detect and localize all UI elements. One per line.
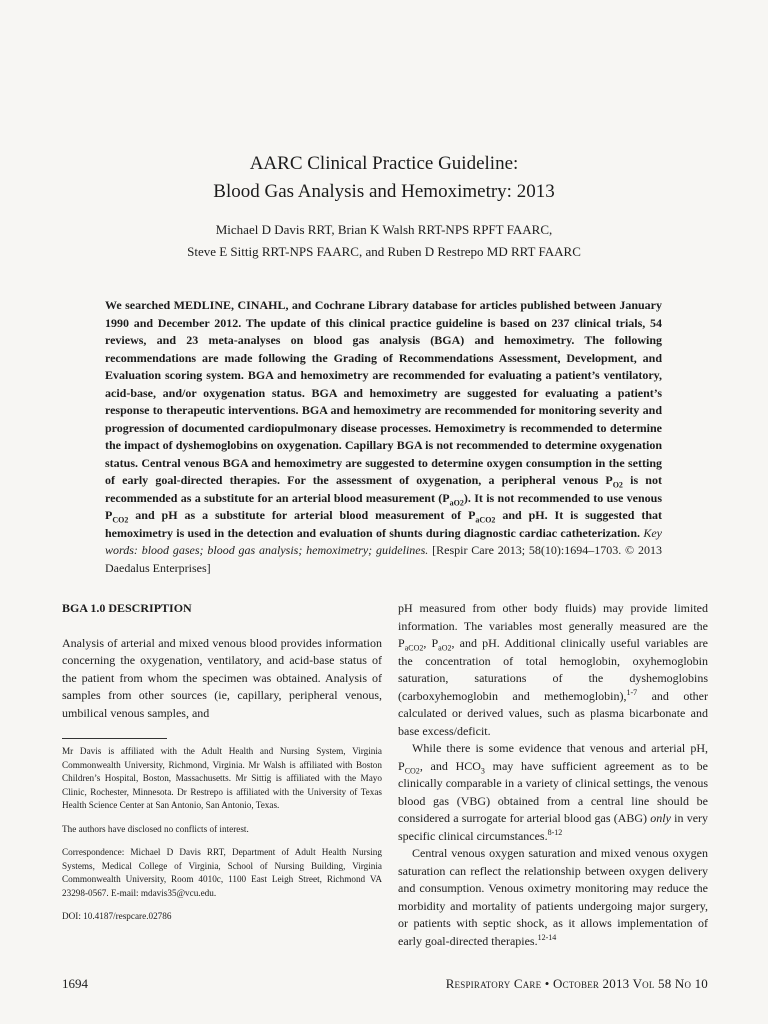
footnote-divider [62,738,167,739]
abstract-keywords: Key words: blood gases; blood gas analysis; hemoximetry; guidelines. [105,525,663,557]
title-line-2: Blood Gas Analysis and Hemoximetry: 2013 [213,181,555,202]
rp2-emphasis: only [650,811,671,825]
rp2-citation: 8-12 [547,827,563,837]
rp1-text-d: and other calculated or derived values, such as plasma bicarbonate and base excess/deficit. [398,688,708,738]
footnote-conflicts: The authors have disclosed no conflicts of interest. [62,823,249,834]
abstract-text-1: We searched MEDLINE, CINAHL, and Cochrane Library database for articles published between January 1990 and December 2012. The update of this clinical practice guideline is based on 237 clinical trials, 54 reviews, and 23 meta-analyses on blood gas analysis (BGA) and hemoximetry. The following recommendations are made following the Grading of Recommendations Assessment, Development, and Evaluation scoring system. BGA and hemoximetry are recommended for evaluating a patient’s ventilatory, acid-base, and/or oxygenation status. BGA and hemoximetry are suggested for evaluating a patient’s response to therapeutic interventions. BGA and hemoximetry are recommended for monitoring severity and progression of documented cardiopulmonary disease processes. Hemoximetry is recommended to determine the impact of dyshemoglobins on oxygenation. Capillary BGA is not recommended to determine oxygenation status. Central venous BGA and hemoximetry are suggested to determine oxygen consumption in the setting of early goal-directed therapies. For the assessment of oxygenation, a peripheral venous P [105,298,662,487]
abstract-citation: [Respir Care 2013; 58(10):1694–1703. © 2013 Daedalus Enterprises] [105,543,662,575]
rp2-text-c: may have sufficient agreement as to be clinically comparable in a variety of clinical settings, the venous blood gas (VBG) obtained from a central line should be considered a surrogate for arterial blood gas (ABG) [398,758,708,825]
section-body: Analysis of arterial and mixed venous blood provides information concerning the oxygenation, ventilatory, and acid-base status of the patient from whom the specimen was obtained. Analysis of samples from other sources (ie, capillary, peripheral venous, umbilical venous samples, and [62,635,382,720]
rp1-text-a: pH measured from other body fluids) may provide limited information. The variables most generally measured are the P [398,601,708,650]
section-heading: BGA 1.0 DESCRIPTION [62,601,192,615]
journal-running-head: Respiratory Care • October 2013 Vol 58 No 10 [445,976,708,991]
author-list [0,219,768,263]
authors-line-2: Steve E Sittig RRT-NPS FAARC, and Ruben D Restrepo MD RRT FAARC [187,244,581,259]
left-column [62,600,382,722]
footnotes [62,745,382,934]
right-paragraph-3 [398,845,708,950]
rp1-sub-2: aO2 [438,643,452,653]
authors-line-1: Michael D Davis RRT, Brian K Walsh RRT-NPS RPFT FAARC, [215,222,553,237]
rp2-text-d: in very specific clinical circumstances. [398,811,709,843]
rp1-text-c: , and pH. Additional clinically useful variables are the concentration of total hemoglobin, oxyhemoglobin saturation, saturations of the dyshemoglobins (carboxyhemoglobin and methemoglobin), [398,636,708,703]
abstract-text-5: and pH. It is suggested that hemoximetry is used in the detection and evaluation of shunts during diagnostic cardiac catheterization. [105,508,663,540]
rp3-citation: 12-14 [537,932,557,942]
right-paragraph-1 [398,600,708,740]
abstract-text-3: ). It is not recommended to use venous P [105,490,662,522]
right-column [398,600,708,950]
footnote-affiliation: Mr Davis is affiliated with the Adult Health and Nursing System, Virginia Commonwealth University, Richmond, Virginia. Mr Walsh is affiliated with Boston Children’s Hospital, Boston, Massachusetts. Mr Sittig is affiliated with the Mayo Clinic, Rochester, Minnesota. Dr Restrepo is affiliated with the University of Texas Health Science Center at San Antonio, San Antonio, Texas. [62,746,382,810]
rp2-text-a: While there is some evidence that venous and arterial pH, P [398,741,708,773]
page-number: 1694 [62,976,88,991]
article-title [0,150,768,206]
abstract-sub-1: O2 [612,480,623,490]
rp1-citation: 1-7 [626,687,638,697]
title-line-1: AARC Clinical Practice Guideline: [249,153,519,174]
abstract-text-4: and pH as a substitute for arterial blood measurement of P [128,508,476,522]
footnote-doi: DOI: 10.4187/respcare.02786 [62,911,172,921]
rp2-sub-2: 3 [480,765,485,775]
abstract-sub-3: CO2 [112,515,129,525]
abstract-sub-2: aO2 [449,497,464,507]
abstract [105,297,662,577]
rp3-text-a: Central venous oxygen saturation and mixed venous oxygen saturation can reflect the relationship between oxygen delivery and consumption. Venous oximetry monitoring may reduce the morbidity and mortality of patients undergoing major surgery, or patients with septic shock, as it allows implementation of early goal-directed therapies. [398,846,708,948]
rp2-text-b: , and HCO [419,758,481,773]
abstract-text-2: is not recommended as a substitute for an arterial blood measurement (P [105,473,662,505]
footnote-correspondence: Correspondence: Michael D Davis RRT, Department of Adult Health Nursing Systems, Medical College of Virginia, School of Nursing Building, Virginia Commonwealth University, Room 4010c, 1100 East Leigh Street, Richmond VA 23298-0567. E-mail: mdavis35@vcu.edu. [62,847,382,898]
rp2-sub-1: CO2 [404,765,420,775]
abstract-sub-4: aCO2 [475,515,496,525]
right-paragraph-2 [398,740,708,845]
rp1-text-b: , P [423,636,439,650]
rp1-sub-1: aCO2 [404,643,424,653]
